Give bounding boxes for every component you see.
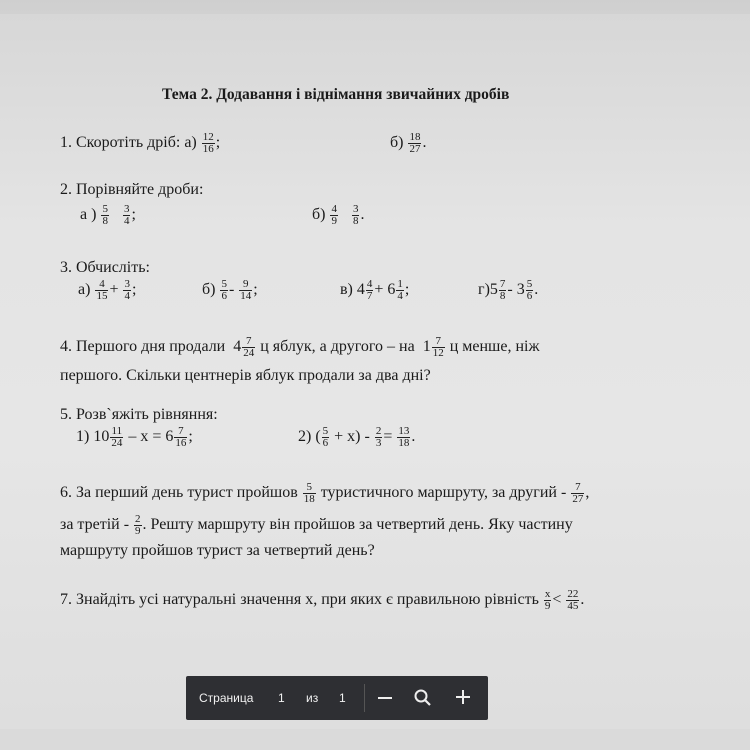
numerator: 9 xyxy=(239,279,252,291)
fraction xyxy=(408,132,421,155)
task-3d: г)5 $\frac{7}{8}$ - 3 $\frac{5}{6}$ . xyxy=(478,278,539,302)
fraction xyxy=(202,132,215,155)
denominator: 27 xyxy=(572,493,584,505)
task-6-line2: за третій - $\frac{2}{9}$ . Решту маршруту він пройшов за четвертий день. Яку частину xyxy=(60,513,573,537)
numerator: 11 xyxy=(111,425,123,437)
numerator: 5 xyxy=(322,425,329,437)
task-2b-label: б) xyxy=(312,206,326,224)
whole-part: 1 xyxy=(422,338,431,356)
denominator: 18 xyxy=(398,437,410,449)
of-label: из xyxy=(306,691,319,705)
task-3c-label: в) xyxy=(340,281,353,299)
fraction xyxy=(134,514,142,537)
task-3d-label: г) xyxy=(478,281,490,299)
denominator: 15 xyxy=(96,290,108,302)
denominator: 12 xyxy=(432,347,444,359)
denominator: 27 xyxy=(409,143,421,155)
task-6-text-b: туристичного маршруту, за другий - xyxy=(320,484,567,502)
page-total: 1 xyxy=(339,691,346,705)
denominator: 9 xyxy=(135,525,141,537)
fraction xyxy=(526,279,534,302)
whole-part: 10 xyxy=(93,428,110,446)
denominator: 7 xyxy=(366,290,373,302)
task-4-line1 xyxy=(60,336,540,359)
denominator: 4 xyxy=(124,290,130,302)
task-3b: б) $\frac{5}{6}$ - $\frac{9}{14}$ ; xyxy=(202,278,258,302)
fraction xyxy=(303,482,316,505)
fraction xyxy=(174,426,187,449)
whole-part: 4 xyxy=(233,338,242,356)
task-5-label: 5. Розв`яжіть рівняння: xyxy=(60,406,218,423)
fraction xyxy=(123,204,131,227)
denominator: 8 xyxy=(352,215,359,227)
task-6-line1: 6. За перший день турист пройшов $\frac{5}{18}$ туристичного маршруту, за другий - $\frac{7}{27}$ , xyxy=(60,481,590,505)
task-5-eq2: 2) ( $\frac{5}{6}$ + x) - $\frac{2}{3}$ = $\frac{13}{18}$ . xyxy=(298,425,416,449)
pdf-toolbar xyxy=(186,676,488,720)
task-2a-label: а ) xyxy=(80,206,97,224)
task-3c: в) 4 $\frac{4}{7}$ + 6 $\frac{1}{4}$ ; xyxy=(340,278,410,302)
whole-part: 3 xyxy=(516,281,525,299)
denominator: 6 xyxy=(322,437,329,449)
task-5-eq1-label: 1) xyxy=(76,428,90,446)
denominator: 3 xyxy=(375,437,382,449)
task-4-text-a: 4. Першого дня продали xyxy=(60,338,226,356)
numerator: 5 xyxy=(102,203,108,215)
denominator: 24 xyxy=(243,347,255,359)
task-3a-label: а) xyxy=(78,281,91,299)
zoom-icon[interactable] xyxy=(413,688,433,708)
task-6-line3: маршруту пройшов турист за четвертий день? xyxy=(60,542,375,559)
numerator: 4 xyxy=(366,278,373,290)
denominator: 8 xyxy=(499,290,506,302)
denominator: 4 xyxy=(123,215,130,227)
fraction xyxy=(239,279,252,302)
denominator: 6 xyxy=(526,290,533,302)
fraction xyxy=(242,336,255,359)
numerator: 18 xyxy=(409,131,421,143)
denominator: 9 xyxy=(544,600,551,612)
numerator: 5 xyxy=(221,278,227,290)
task-7: 7. Знайдіть усі натуральні значення х, при яких є правильною рівність $\frac{x}{9}$ < $\frac{22}{45}$ . xyxy=(60,588,585,612)
fraction xyxy=(352,204,360,227)
fraction xyxy=(432,336,445,359)
doc-title: Тема 2. Додавання і віднімання звичайних дробів xyxy=(162,86,510,103)
numerator: 1 xyxy=(397,278,403,290)
fraction xyxy=(571,482,584,505)
task-7-text: 7. Знайдіть усі натуральні значення х, при яких є правильною рівність xyxy=(60,591,539,609)
task-3a: а) $\frac{4}{15}$ + $\frac{3}{4}$ ; xyxy=(78,278,137,302)
denominator: 45 xyxy=(567,600,579,612)
task-2a: а ) $\frac{5}{8}$ $\frac{3}{4}$ ; xyxy=(80,203,136,227)
whole-part: 5 xyxy=(489,281,498,299)
fraction xyxy=(322,426,330,449)
numerator: 22 xyxy=(567,588,579,600)
numerator: 4 xyxy=(95,279,108,291)
page-number-input[interactable]: 1 xyxy=(278,691,285,705)
denominator: 18 xyxy=(303,493,315,505)
fraction xyxy=(544,589,552,612)
toolbar-divider xyxy=(364,684,365,712)
whole-part: 4 xyxy=(356,281,365,299)
fraction xyxy=(95,279,108,302)
numerator: 5 xyxy=(526,278,533,290)
fraction xyxy=(123,279,131,302)
numerator: 3 xyxy=(352,203,359,215)
task-3b-label: б) xyxy=(202,281,216,299)
numerator: 7 xyxy=(571,482,584,494)
task-6-text-c: за третій - xyxy=(60,516,130,534)
fraction xyxy=(366,279,374,302)
numerator: 12 xyxy=(202,131,214,143)
numerator: 7 xyxy=(499,278,506,290)
fraction xyxy=(110,426,123,449)
task-5-eq2-label: 2) ( xyxy=(298,428,321,446)
numerator: 2 xyxy=(375,425,382,437)
denominator: 16 xyxy=(175,437,187,449)
denominator: 9 xyxy=(331,215,337,227)
task-4-line2: першого. Скільки центнерів яблук продали за два дні? xyxy=(60,367,431,384)
task-2b: б) $\frac{4}{9}$ $\frac{3}{8}$ . xyxy=(312,203,365,227)
fraction xyxy=(330,204,338,227)
numerator: 3 xyxy=(123,203,130,215)
fraction xyxy=(396,279,404,302)
task-1b-label: б) xyxy=(390,134,404,152)
task-4-text-c: ц менше, ніж xyxy=(449,338,540,356)
denominator: 6 xyxy=(221,290,227,302)
numerator: 7 xyxy=(174,426,187,438)
task-1b: б) $\frac{18}{27}$ . xyxy=(390,131,427,155)
zoom-in-icon[interactable] xyxy=(454,688,472,706)
denominator: 4 xyxy=(397,290,403,302)
task-2-label: 2. Порівняйте дроби: xyxy=(60,181,204,198)
fraction xyxy=(101,204,109,227)
task-5-eq2-mid: + x) - xyxy=(334,428,370,446)
task-1: 1. Скоротіть дріб: а) $\frac{12}{16}$ ; xyxy=(60,131,221,155)
task-4-text-b: ц яблук, а другого – на xyxy=(260,338,415,356)
fraction xyxy=(397,426,410,449)
task-1-label: 1. Скоротіть дріб: а) xyxy=(60,134,197,152)
denominator: 8 xyxy=(102,215,108,227)
numerator: 2 xyxy=(135,513,141,525)
task-5-eq1-mid: – x = 6 xyxy=(128,428,174,446)
fraction xyxy=(220,279,228,302)
task-6-text-a: 6. За перший день турист пройшов xyxy=(60,484,298,502)
fraction xyxy=(375,426,383,449)
denominator: 24 xyxy=(111,437,123,449)
numerator: x xyxy=(544,588,551,600)
numerator: 3 xyxy=(124,278,130,290)
page-label: Страница xyxy=(199,691,254,705)
zoom-out-icon[interactable] xyxy=(378,697,392,699)
numerator: 4 xyxy=(331,203,337,215)
task-6-text-d: Решту маршруту він пройшов за четвертий день. Яку частину xyxy=(150,516,573,534)
whole-part: 6 xyxy=(387,281,396,299)
document-page xyxy=(0,14,750,729)
numerator: 7 xyxy=(242,336,255,348)
fraction xyxy=(566,589,579,612)
denominator: 14 xyxy=(240,290,252,302)
numerator: 13 xyxy=(398,425,410,437)
task-5-eq1: 1) 10 $\frac{11}{24}$ – x = 6 $\frac{7}{16}$ ; xyxy=(76,425,193,449)
numerator: 7 xyxy=(432,336,445,348)
task-3-label: 3. Обчисліть: xyxy=(60,259,150,276)
denominator: 16 xyxy=(202,143,214,155)
fraction xyxy=(499,279,507,302)
numerator: 5 xyxy=(303,482,316,494)
